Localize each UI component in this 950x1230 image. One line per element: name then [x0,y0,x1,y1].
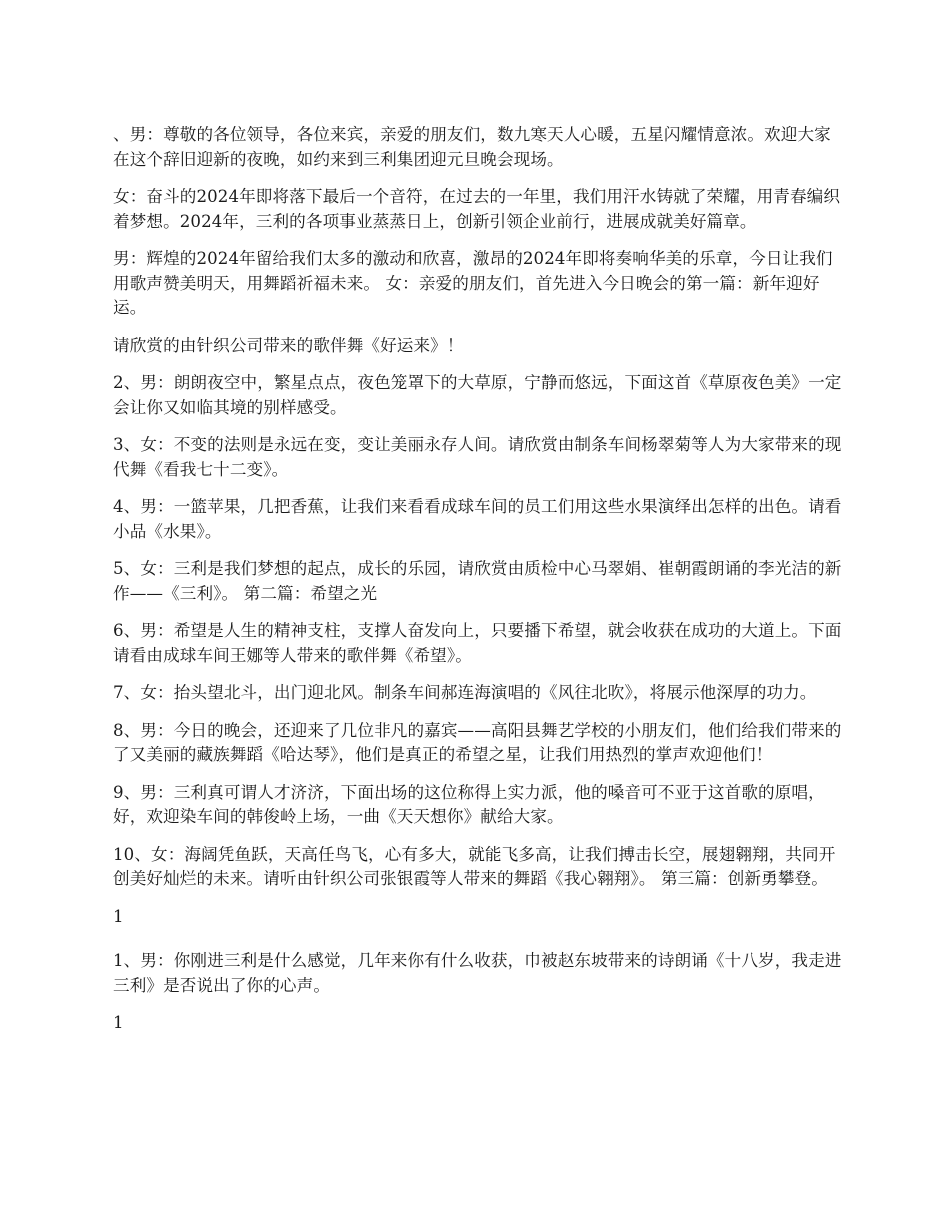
paragraph-program-4: 4、男：一篮苹果，几把香蕉，让我们来看看成球车间的员工们用这些水果演绎出怎样的出色。请看小品《水果》。 [113,497,842,541]
paragraph-chapter3-program-1: 1、男：你刚进三利是什么感觉，几年来你有什么收获，巾被赵东坡带来的诗朗诵《十八岁，我走进三利》是否说出了你的心声。 [113,951,842,995]
paragraph-program-6: 6、男：希望是人生的精神支柱，支撑人奋发向上，只要播下希望，就会收获在成功的大道上。下面请看由成球车间王娜等人带来的歌伴舞《希望》。 [113,621,842,665]
page-number: 1 [113,906,124,926]
page-number: 1 [113,1013,124,1032]
paragraph-first-chapter: 男：辉煌的2024年留给我们太多的激动和欣喜，激昂的2024年即将奏响华美的乐章，今日让我们用歌声赞美明天，用舞蹈祈福未来。 女：亲爱的朋友们，首先进入今日晚会的第一篇：新年迎好运。 [113,249,833,317]
paragraph-opening-female: 女：奋斗的2024年即将落下最后一个音符，在过去的一年里，我们用汗水铸就了荣耀，用青春编织着梦想。2024年，三利的各项事业蒸蒸日上，创新引领企业前行，进展成就美好篇章。 [113,187,841,231]
paragraph-program-1: 请欣赏的由针织公司带来的歌伴舞《好运来》！ [113,335,464,355]
document-body [113,123,843,1056]
paragraph-program-9: 9、男：三利真可谓人才济济，下面出场的这位称得上实力派，他的嗓音可不亚于这首歌的原唱，好，欢迎染车间的韩俊岭上场，一曲《天天想你》献给大家。 [113,782,825,826]
paragraph-program-8: 8、男：今日的晚会，还迎来了几位非凡的嘉宾——高阳县舞艺学校的小朋友们，他们给我们带来的了又美丽的藏族舞蹈《哈达琴》，他们是真正的希望之星，让我们用热烈的掌声欢迎他们！ [113,720,842,764]
paragraph-program-7: 7、女：抬头望北斗，出门迎北风。制条车间郝连海演唱的《风往北吹》，将展示他深厚的功力。 [113,683,817,702]
paragraph-opening-male: 、男：尊敬的各位领导，各位来宾，亲爱的朋友们，数九寒天人心暖，五星闪耀情意浓。欢迎大家在这个辞旧迎新的夜晚，如约来到三利集团迎元旦晚会现场。 [113,125,831,169]
paragraph-program-2: 2、男：朗朗夜空中，繁星点点，夜色笼罩下的大草原，宁静而悠远，下面这首《草原夜色美》一定会让你又如临其境的别样感受。 [113,373,842,417]
paragraph-program-5: 5、女：三利是我们梦想的起点，成长的乐园，请欣赏由质检中心马翠娟、崔朝霞朗诵的李光洁的新作——《三利》。 第二篇：希望之光 [113,559,842,603]
paragraph-program-10: 10、女：海阔凭鱼跃，天高任鸟飞，心有多大，就能飞多高，让我们搏击长空，展翅翱翔，共同开创美好灿烂的未来。请听由针织公司张银霞等人带来的舞蹈《我心翱翔》。 第三篇：创新勇攀登。 [113,844,836,888]
paragraph-program-3: 3、女：不变的法则是永远在变，变让美丽永存人间。请欣赏由制条车间杨翠菊等人为大家带来的现代舞《看我七十二变》。 [113,435,842,479]
